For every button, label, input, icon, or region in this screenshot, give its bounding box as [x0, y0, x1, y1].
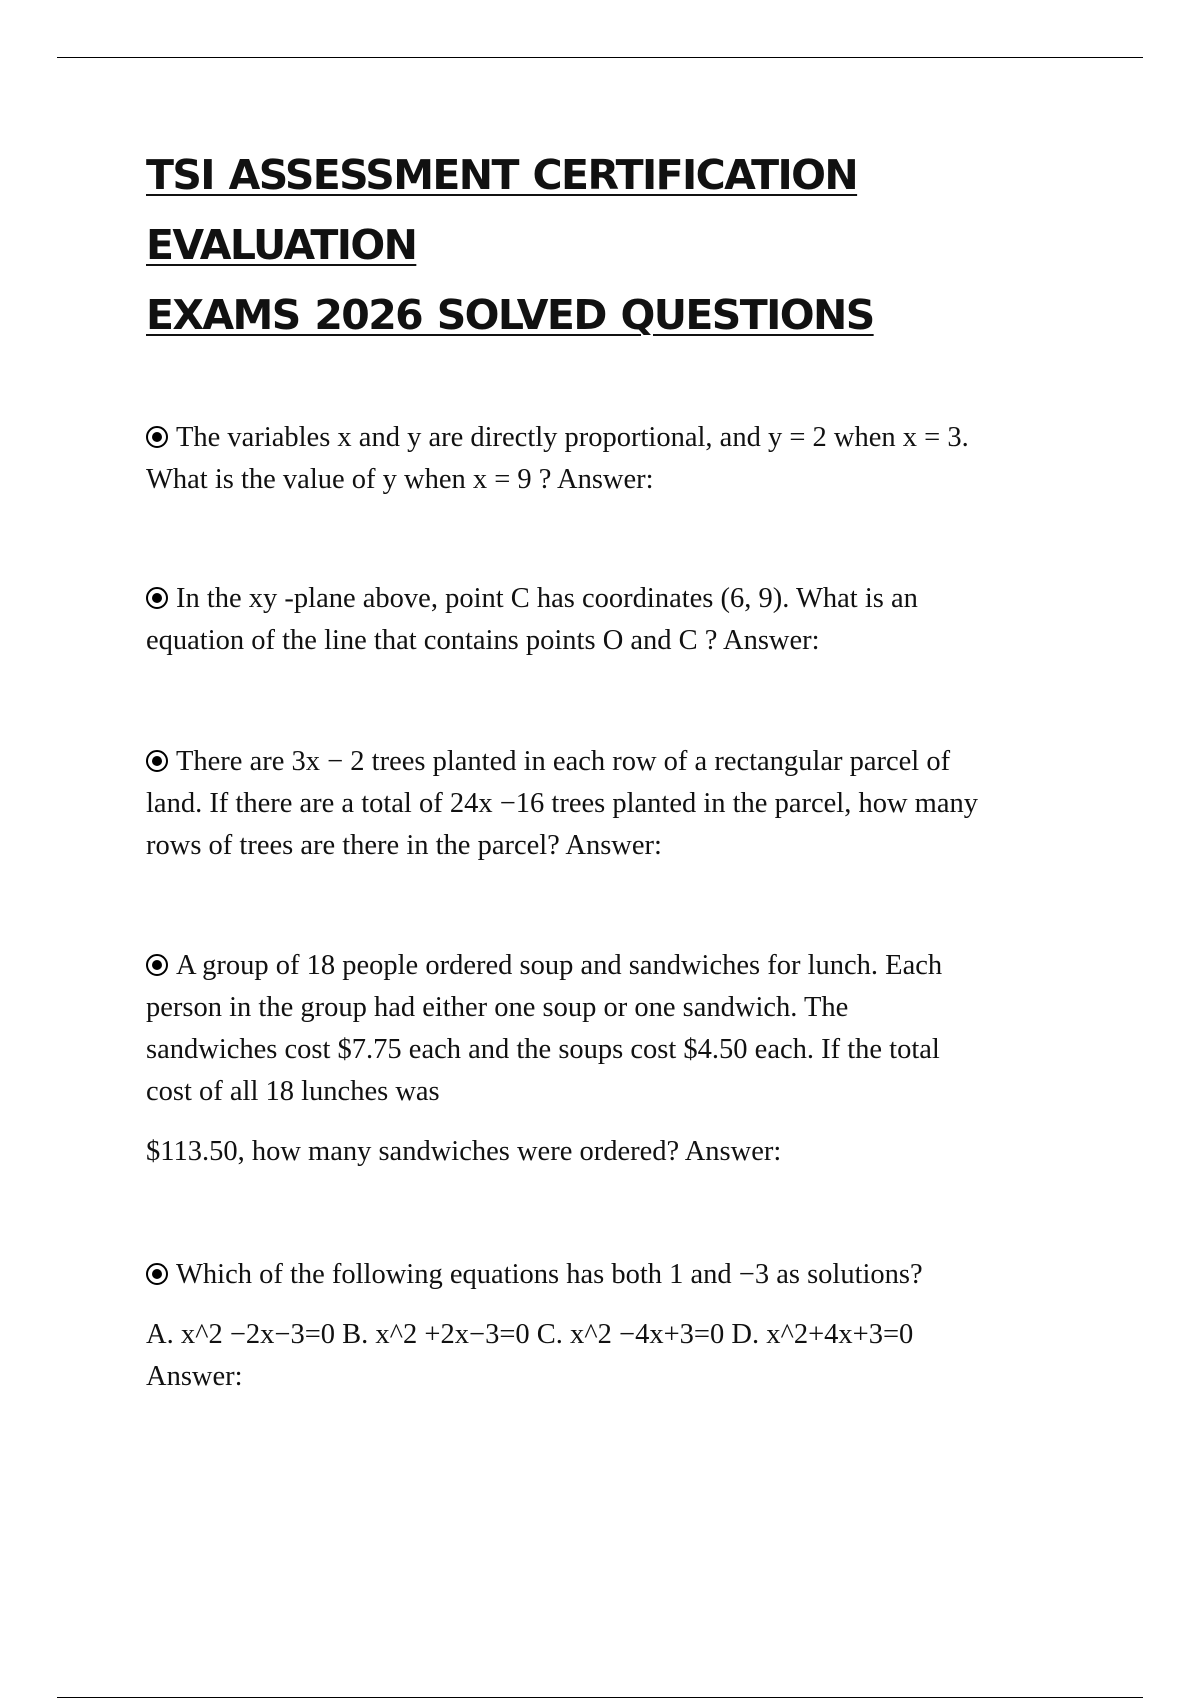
question-3-line-2: land. If there are a total of 24x −16 trees planted in the parcel, how many	[146, 788, 978, 819]
bullet-icon	[146, 750, 168, 772]
bullet-icon	[146, 954, 168, 976]
bullet-icon	[146, 426, 168, 448]
question-1-line-2: What is the value of y when x = 9 ? Answer:	[146, 464, 654, 495]
title-line-1: TSI ASSESSMENT CERTIFICATION EVALUATION	[146, 151, 858, 269]
question-2	[146, 578, 1096, 662]
question-5-answer-label: Answer:	[146, 1361, 243, 1392]
question-4-line-1: A group of 18 people ordered soup and sandwiches for lunch. Each	[176, 950, 943, 981]
bullet-icon	[146, 587, 168, 609]
question-4-continuation: $113.50, how many sandwiches were ordered? Answer:	[146, 1136, 782, 1167]
question-5-options	[146, 1314, 1096, 1398]
question-2-text	[146, 578, 1096, 662]
question-3-line-1: There are 3x − 2 trees planted in each row of a rectangular parcel of	[176, 746, 951, 777]
question-5-line-1: Which of the following equations has both 1 and −3 as solutions?	[176, 1259, 923, 1290]
footer-rule	[57, 1697, 1143, 1698]
question-1-line-1: The variables x and y are directly proportional, and y = 2 when x = 3.	[176, 422, 969, 453]
question-4	[146, 945, 1096, 1173]
question-3-line-3: rows of trees are there in the parcel? Answer:	[146, 830, 662, 861]
question-5	[146, 1254, 1096, 1398]
title-line-2: EXAMS 2026 SOLVED QUESTIONS	[146, 291, 874, 339]
question-4-line-2: person in the group had either one soup or one sandwich. The	[146, 992, 849, 1023]
question-3	[146, 741, 1096, 867]
header-rule	[57, 57, 1143, 58]
question-4-text	[146, 945, 1096, 1113]
question-2-line-2: equation of the line that contains points O and C ? Answer:	[146, 625, 820, 656]
question-4-line-4: cost of all 18 lunches was	[146, 1076, 440, 1107]
question-5-text	[146, 1254, 1096, 1296]
question-4-line-3: sandwiches cost $7.75 each and the soups cost $4.50 each. If the total	[146, 1034, 940, 1065]
question-5-options-line: A. x^2 −2x−3=0 B. x^2 +2x−3=0 C. x^2 −4x+3=0 D. x^2+4x+3=0	[146, 1319, 914, 1350]
question-1-text	[146, 417, 1096, 501]
question-3-text	[146, 741, 1096, 867]
question-2-line-1: In the xy -plane above, point C has coordinates (6, 9). What is an	[176, 583, 918, 614]
bullet-icon	[146, 1263, 168, 1285]
question-1	[146, 417, 1096, 501]
document-title	[146, 140, 1106, 350]
